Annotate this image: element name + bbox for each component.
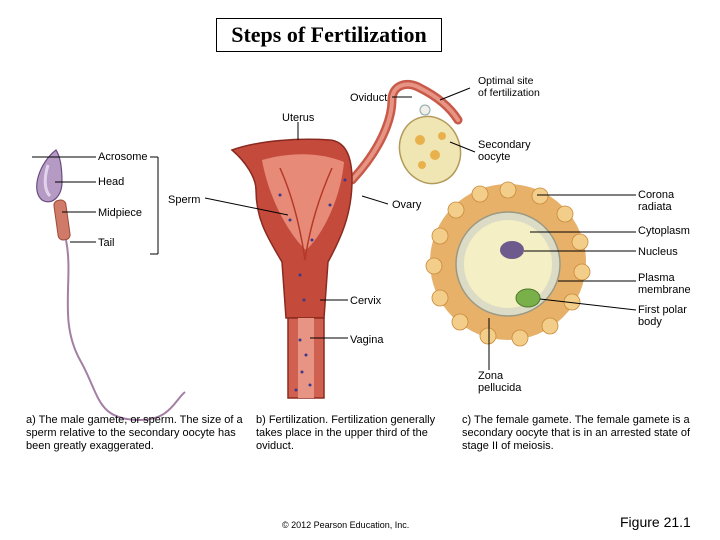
label-optimal-site: Optimal site of fertilization [478, 75, 540, 99]
label-corona-radiata: Corona radiata [638, 189, 675, 213]
label-cytoplasm: Cytoplasm [638, 225, 690, 237]
caption-a: a) The male gamete, or sperm. The size of a sperm relative to the secondary oocyte has been greatly exaggerated. [26, 414, 243, 452]
caption-b: b) Fertilization. Fertilization generally takes place in the upper third of the oviduct. [256, 414, 436, 452]
label-tail: Tail [98, 237, 115, 249]
oocyte-illustration [426, 182, 590, 346]
label-head: Head [98, 176, 125, 188]
label-oviduct: Oviduct [350, 92, 388, 104]
label-cervix: Cervix [350, 295, 382, 307]
page-title: Steps of Fertilization [216, 18, 442, 52]
label-sperm: Sperm [168, 194, 201, 206]
label-vagina: Vagina [350, 334, 384, 346]
label-zona-pellucida: Zona pellucida [478, 370, 522, 394]
label-secondary-oocyte: Secondary oocyte [478, 139, 531, 163]
label-midpiece: Midpiece [98, 207, 143, 219]
label-nucleus: Nucleus [638, 246, 678, 258]
label-first-polar-body: First polar body [638, 304, 687, 328]
label-acrosome: Acrosome [98, 151, 148, 163]
caption-c: c) The female gamete. The female gamete is a secondary oocyte that is in an arrested state of stage II of meiosis. [462, 414, 691, 452]
label-plasma-membrane: Plasma membrane [638, 272, 691, 296]
figure-number: Figure 21.1 [620, 514, 691, 530]
copyright-text: © 2012 Pearson Education, Inc. [282, 520, 410, 530]
label-ovary: Ovary [392, 199, 422, 211]
label-uterus: Uterus [282, 112, 315, 124]
sperm-illustration [37, 150, 185, 420]
